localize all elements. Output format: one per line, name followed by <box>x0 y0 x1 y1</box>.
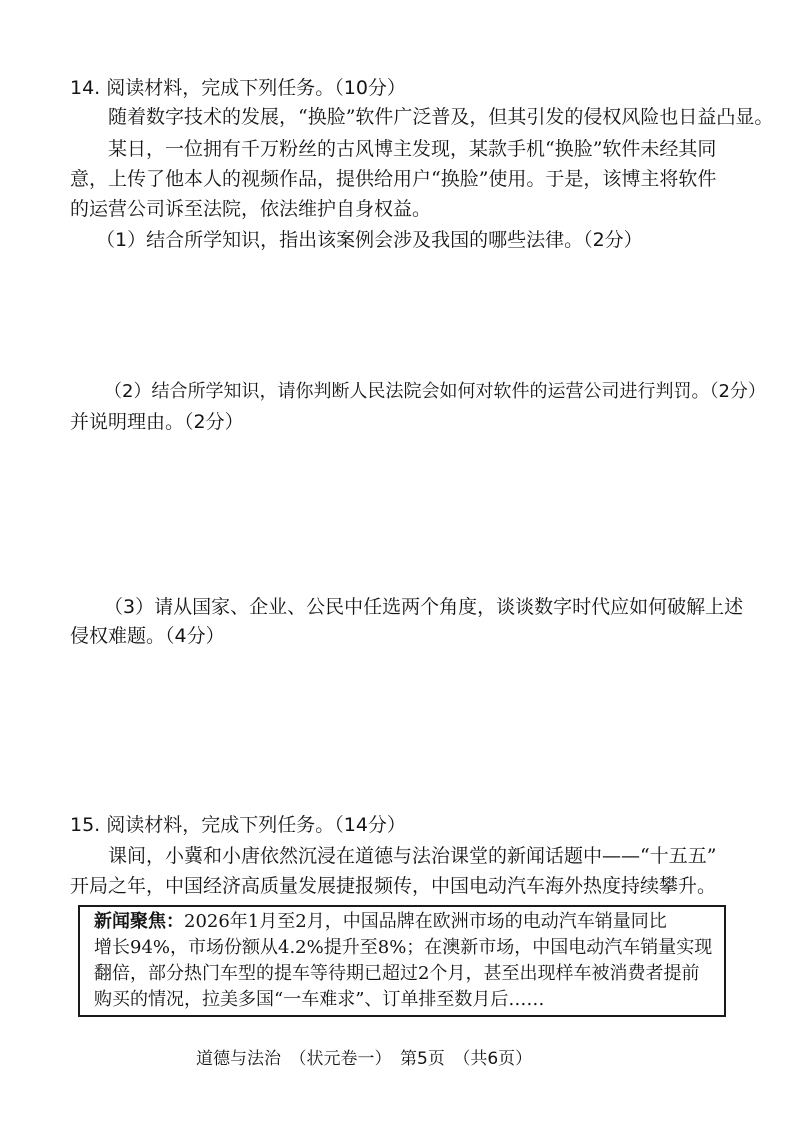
news-focus-line <box>94 910 667 934</box>
q14-subquestion-3: （3）请从国家、企业、公民中任选两个角度，谈谈数字时代应如何破解上述 <box>104 596 744 618</box>
q15-paragraph-line: 开局之年，中国经济高质量发展捷报频传，中国电动汽车海外热度持续攀升。 <box>70 875 717 897</box>
q14-title: 14. 阅读材料，完成下列任务。（10分） <box>70 77 406 99</box>
news-focus-line: 翻倍，部分热门车型的提车等待期已超过2个月，甚至出现样车被消费者提前 <box>94 963 700 984</box>
news-focus-label: 新闻聚焦： <box>94 911 184 932</box>
q14-subquestion-2-continued: 并说明理由。（2分） <box>70 411 244 433</box>
q14-subquestion-2: （2）结合所学知识，请你判断人民法院会如何对软件的运营公司进行判罚。（2分） <box>104 381 766 402</box>
page-footer: 道德与法治 （状元卷一） 第5页 （共6页） <box>196 1049 533 1069</box>
q14-paragraph-line: 某日，一位拥有千万粉丝的古风博主发现，某款手机“换脸”软件未经其同 <box>108 138 717 160</box>
news-focus-box <box>78 905 726 1017</box>
q14-paragraph-line: 的运营公司诉至法院，依法维护自身权益。 <box>70 198 432 220</box>
q14-paragraph-line: 随着数字技术的发展，“换脸”软件广泛普及，但其引发的侵权风险也日益凸显。 <box>108 106 774 128</box>
news-focus-line: 增长94%，市场份额从4.2%提升至8%；在澳新市场，中国电动汽车销量实现 <box>94 937 713 958</box>
q14-subquestion-1: （1）结合所学知识，指出该案例会涉及我国的哪些法律。（2分） <box>96 229 643 251</box>
q14-subquestion-3-continued: 侵权难题。（4分） <box>70 625 225 647</box>
news-focus-text: 2026年1月至2月，中国品牌在欧洲市场的电动汽车销量同比 <box>184 911 667 932</box>
q15-paragraph-line: 课间，小冀和小唐依然沉浸在道德与法治课堂的新闻话题中——“十五五” <box>108 845 717 867</box>
q15-title: 15. 阅读材料，完成下列任务。（14分） <box>70 814 406 836</box>
q14-paragraph-line: 意，上传了他本人的视频作品，提供给用户“换脸”使用。于是，该博主将软件 <box>70 168 717 190</box>
news-focus-line: 购买的情况，拉美多国“一车难求”、订单排至数月后…… <box>94 989 545 1010</box>
